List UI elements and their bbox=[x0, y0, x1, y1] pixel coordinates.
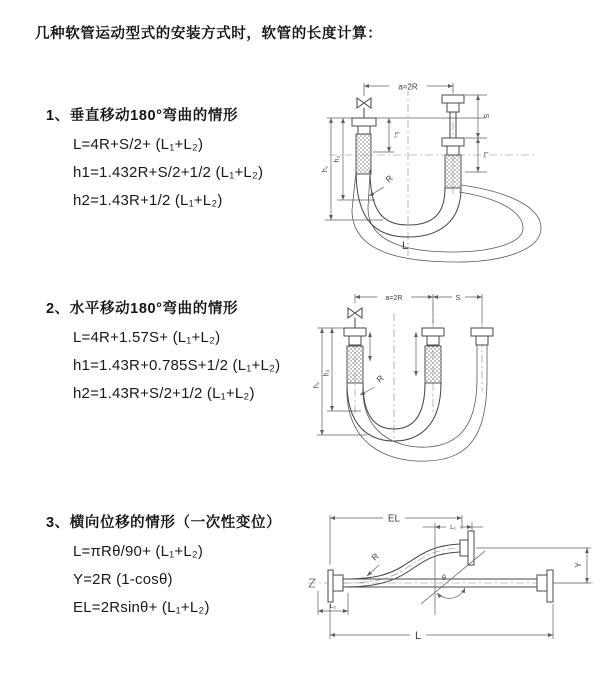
hose-assembly bbox=[309, 531, 553, 604]
braided-hose-right bbox=[445, 155, 461, 188]
radius-label: R bbox=[374, 372, 386, 385]
flange-fitting-left bbox=[344, 328, 366, 336]
dim-label-fitting-left: L₁ bbox=[393, 132, 400, 138]
braided-hose-left bbox=[356, 134, 371, 174]
valve-icon bbox=[357, 98, 371, 108]
hose-assembly bbox=[352, 95, 541, 262]
flange-fitting-right bbox=[547, 570, 553, 602]
dim-label-el: EL bbox=[387, 513, 401, 525]
flange-fitting-left bbox=[328, 570, 333, 602]
formula-h2: h2=1.43R+S/2+1/2 (L₁+L₂) bbox=[73, 385, 255, 402]
dim-label-length: L bbox=[414, 630, 422, 642]
diagram-vertical-180-bend bbox=[315, 70, 550, 266]
dimension-lines bbox=[317, 293, 482, 436]
section-vertical-movement bbox=[46, 104, 263, 209]
formula-h1: h1=1.432R+S/2+1/2 (L₁+L₂) bbox=[73, 164, 264, 181]
formula-length: L=4R+S/2+ (L₁+L₂) bbox=[73, 136, 204, 153]
section-3-heading: 3、横向位移的情形（一次性变位） bbox=[46, 515, 282, 531]
hose-assembly bbox=[344, 308, 493, 461]
radius-label: R bbox=[383, 172, 395, 185]
formula-y: Y=2R (1-cosθ) bbox=[73, 571, 173, 588]
angle-label: θ bbox=[442, 575, 446, 582]
section-1-heading: 1、垂直移动180°弯曲的情形 bbox=[46, 108, 239, 124]
flange-fitting-left bbox=[352, 118, 376, 126]
dim-label-h1: h₁ bbox=[322, 165, 329, 173]
section-lateral-displacement bbox=[46, 511, 281, 616]
dim-label-stroke: S bbox=[482, 113, 489, 119]
flange-fitting-right bbox=[471, 328, 493, 336]
formula-h1: h1=1.43R+0.785S+1/2 (L₁+L₂) bbox=[73, 357, 281, 374]
dim-label-fitting-top: L₁ bbox=[450, 524, 456, 531]
dim-label-width: a=2R bbox=[398, 82, 418, 92]
centerlines bbox=[355, 303, 482, 439]
braided-hose-left bbox=[347, 346, 363, 383]
dim-label-stroke: S bbox=[455, 295, 461, 302]
diagram-horizontal-180-bend bbox=[313, 283, 568, 465]
formula-el: EL=2Rsinθ+ (L₁+L₂) bbox=[73, 599, 210, 616]
section-2-heading: 2、水平移动180°弯曲的情形 bbox=[46, 301, 239, 317]
formula-length: L=4R+1.57S+ (L₁+L₂) bbox=[73, 329, 221, 346]
formula-h2: h2=1.43R+1/2 (L₁+L₂) bbox=[73, 192, 223, 209]
section-horizontal-movement bbox=[46, 297, 280, 402]
flange-fitting-middle bbox=[422, 328, 444, 336]
dim-label-fitting-left: L₂ bbox=[329, 603, 337, 610]
page-title: 几种软管运动型式的安装方式时，软管的长度计算： bbox=[35, 26, 383, 42]
dim-label-h2: h₂ bbox=[334, 155, 341, 163]
dim-label-h1: h₁ bbox=[313, 381, 321, 389]
length-label: L bbox=[401, 240, 409, 252]
radius-label: R bbox=[369, 550, 381, 563]
valve-icon bbox=[348, 308, 362, 318]
dim-label-h2: h₂ bbox=[323, 369, 331, 377]
braided-hose-middle bbox=[425, 346, 441, 383]
diagram-lateral-displacement bbox=[303, 503, 597, 663]
dim-label-width: a=2R bbox=[385, 295, 403, 302]
dim-label-y: Y bbox=[574, 562, 583, 568]
flange-fitting-upper bbox=[468, 531, 474, 565]
flange-fitting-right-up bbox=[442, 95, 464, 103]
flange-fitting-right-down bbox=[442, 138, 464, 146]
formula-length: L=πRθ/90+ (L₁+L₂) bbox=[73, 543, 204, 560]
dim-label-fitting-right: L₂ bbox=[482, 151, 489, 159]
